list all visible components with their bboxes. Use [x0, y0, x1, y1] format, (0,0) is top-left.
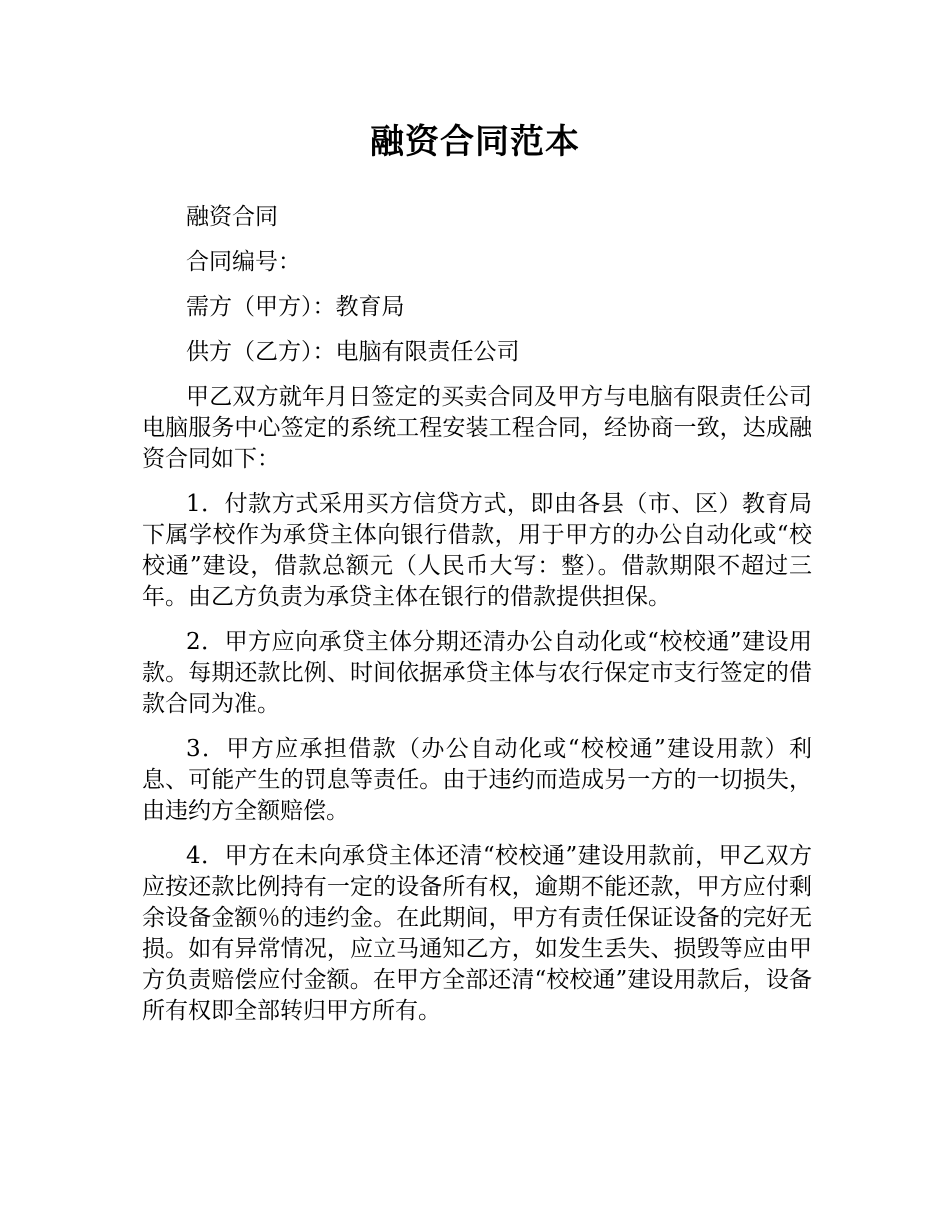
clause-1-paragraph: 1．付款方式采用买方信贷方式，即由各县（市、区）教育局下属学校作为承贷主体向银行借款，用于甲方的办公自动化或“校校通”建设，借款总额元（人民币大写：整）。借款期限不超过三年。由乙方负责为承贷主体在银行的借款提供担保。 [142, 491, 812, 610]
document-title: 融资合同范本 [370, 122, 580, 162]
document-body [142, 202, 812, 1041]
intro-paragraph: 甲乙双方就年月日签定的买卖合同及甲方与电脑有限责任公司电脑服务中心签定的系统工程安装工程合同，经协商一致，达成融资合同如下： [142, 384, 812, 472]
clause-3-paragraph: 3．甲方应承担借款（办公自动化或“校校通”建设用款）利息、可能产生的罚息等责任。由于违约而造成另一方的一切损失，由违约方全额赔偿。 [142, 736, 812, 824]
clause-4-paragraph: 4．甲方在未向承贷主体还清“校校通”建设用款前，甲乙双方应按还款比例持有一定的设备所有权，逾期不能还款，甲方应付剩余设备金额％的违约金。在此期间，甲方有责任保证设备的完好无损。如有异常情况，应立马通知乙方，如发生丢失、损毁等应由甲方负责赔偿应付金额。在甲方全部还清“校校通”建设用款后，设备所有权即全部转归甲方所有。 [142, 843, 812, 1024]
contract-name-line: 融资合同 [186, 204, 278, 230]
party-b-line: 供方（乙方）：电脑有限责任公司 [186, 339, 520, 365]
party-a-line: 需方（甲方）：教育局 [186, 294, 405, 320]
clause-2-paragraph: 2．甲方应向承贷主体分期还清办公自动化或“校校通”建设用款。每期还款比例、时间依据承贷主体与农行保定市支行签定的借款合同为准。 [142, 629, 812, 717]
contract-number-line: 合同编号： [186, 249, 301, 275]
